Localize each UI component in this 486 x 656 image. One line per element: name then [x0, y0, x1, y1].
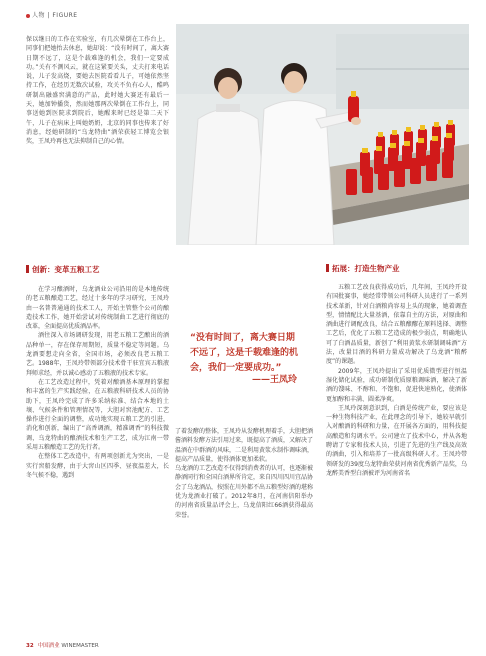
- magazine-name-en: WINEMASTER: [61, 643, 99, 649]
- section-marker-icon: [326, 264, 329, 272]
- header-section-en: FIGURE: [52, 12, 78, 19]
- page-footer: [26, 641, 99, 649]
- page-header: 人物 | FIGURE: [26, 10, 78, 19]
- intro-paragraph: 保以继日的工作在实验室，有几次晕倒在工作台上，同事们把她抬去休息，她却说：“没有时间了，离大赛日期不远了，这是个载难逢的机会，我们一定要成功。”关有不测风云，就在这紧要关头，丈夫打来电话说，儿子发高烧，要她去医院看看儿子，可她依然坚持工作，在经历无数次试验，攻关不负有心人，酷鸣研制出融盛窖满意的产品，此时她大赛还有最后一天，她加钟播货，然而她那两次晕倒在工作台上，同事送她到医院求到院后，她醒来时已经是第二天下午，儿子在病床上叫她奶奶，北京的同事也传来了好消息，经她研制的“乌龙特曲”酒荣获轻工博览会银奖，王凤玲再也无法抑制自己的心情。: [26, 36, 169, 146]
- section2-para2: 2009年，王凤玲提出了采用优质微型进行恒温湿化储化试验，成功研制优质原粮调味酒，解决了新酒的馊味、不醇和、不饱和，促进快速熟化，使酒体更加醇和丰满、圆柔净爽。: [326, 367, 467, 403]
- left-column-body: [26, 285, 169, 480]
- section-title-text: 拓展：打造生物产业: [332, 264, 400, 273]
- section2-para1: 五粮工艺改良获得成功后，几年间，王凤玲开设有国批赛事，她经常带领公司科研人员进行了一系列技术革新，针对白酒粮尚容易上头的现象，她着调查型，情情配比大量基酒，依靠自主的方法，对原曲和酒曲进行调配改良，结合五粮酿醪在原料选择、调整工艺后，优化了五粮工艺造成的极少弱点，明确地认可了白酒品质量，新创了“利用黄浆水研制调味酒”方法，改量目酒的科研力量成功解决了乌龙酒“粮醉度”的课题。: [326, 284, 467, 366]
- section-title-innovation: [26, 264, 100, 275]
- magazine-name: 中国酒业: [37, 643, 60, 649]
- section-dot-icon: [26, 14, 30, 18]
- section1-para4: 在整体工艺改造中，有两项创新尤为突出，一是实行窖船发酵，由于大窖山区四季、昼夜温差大，长冬气候不稳，遇到: [26, 453, 169, 479]
- section-title-expansion: [326, 263, 400, 274]
- section1-para3: 在工艺改造过程中，凭着对酿酒基本原理的掌握和丰富的生产实践经验，在五粮液科研技术人员的协助下，王凤玲完成了许多采纳标准、结合本地的土壤、气候条件和管理情况等，大胆对窖池配方、工艺操作进行全面的调整，成功地实现五粮工艺的引进，消化和创新，编出了“高香调酒，精准调香”的科技微调，乌龙特曲的酿酒技术和生产工艺，成为江南一带采用五粮酿造工艺的先行者。: [26, 378, 169, 452]
- section-marker-icon: [26, 265, 29, 273]
- pull-quote: “没有时间了，离大赛日期不远了，这是千载难逢的机会，我们一定要成功。”: [190, 333, 299, 373]
- page-number: 32: [26, 643, 34, 649]
- factory-photo: [176, 24, 469, 245]
- lab-workers-illustration: [176, 24, 469, 245]
- right-column-body: [326, 283, 467, 478]
- middle-column-text: 了着发酵的整体，王凤玲从发酵机理着手，大胆把酒酱酒料发酵方法引用过来，既提高了酒质，又解决了温酒在中群酒的风味，二是利用黄浆水制作调味酒，提高产品质量，使得酒体更加柔软。 乌龙酒的工艺改造不仅得到消费者的认可，也逐渐被静酒同行和全国白酒界所肯定，来自四川四川宜品协会了乌龙酒品，按照在川外都不出五粮型好酒的堪称优为龙酒业打破了。2012年8月，在河南信阳举办的河南省质量品评会上，乌龙信阳红66酒获得最高荣誉。: [175, 428, 314, 519]
- pull-quote-author: ——王凤玲: [252, 375, 298, 385]
- section1-para1: 在学习酿酒时，乌龙酒业公司沿用的是本地传统的老五粮酿造工艺，经过十多年的学习研究，王凤玲由一名普普通通的技术工人，开始主管整个公司的酿造技术工作，她开始尝试对传统制曲工艺进行彻底的改革，全面提高优质酒品率。: [26, 286, 169, 331]
- section-title-text: 创新：变革五粮工艺: [32, 265, 100, 274]
- section2-para3: 王凤玲深刻意识到，白酒是传统产业，要应该是一种生物科技产业，在此理念的引导下，她较早就引入对酿酒的科研和力量，在开展各方面的，用科技提高酿造和勾调水平。公司建立了技术中心，并从各地聘请了专家和技术人员，引进了先进的生产线及高效的酒曲，引入和培养了一批高级科研人才。王凤玲带领研发的39度乌龙特曲荣获河南省优秀新产品奖，乌龙醉美香型白酒被评为河南省名: [326, 404, 467, 477]
- section1-para2: 酒往深入市场调研发现，用老五粮工艺酿出的酒品种单一，存在保存周期短，质量不稳定等问题。乌龙酒要想走向全省，全国市场，必须改良老五粮工艺。1988年，王凤玲带领部分技术骨干驻宜宾五粮液拜师求经，并以诚心感动了五粮液的技术专家。: [26, 332, 169, 377]
- header-section: 人物: [32, 12, 46, 19]
